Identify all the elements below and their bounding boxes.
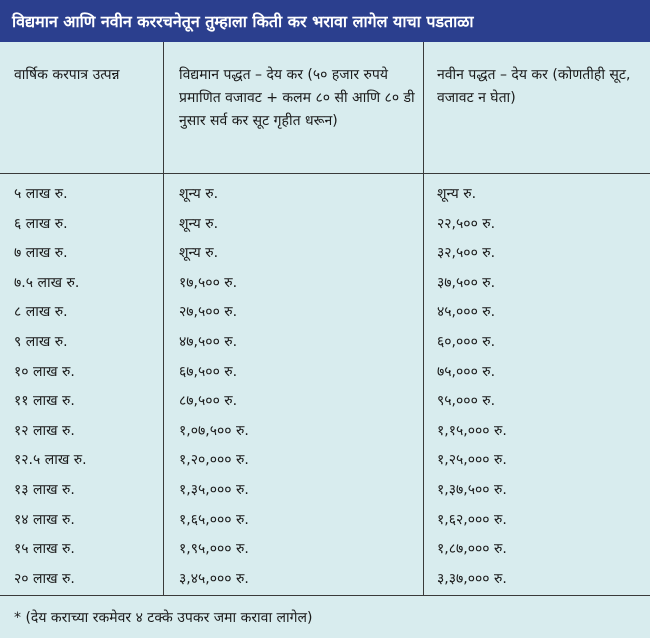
income-cell: १० लाख रु. [14,363,75,380]
table-bottom-divider [0,595,650,596]
table-row [0,506,650,536]
table-body [0,42,650,596]
existing-tax-cell: ३,४५,००० रु. [179,570,249,587]
table-row [0,328,650,358]
existing-tax-cell: शून्य रु. [179,245,219,262]
existing-tax-cell: १,२०,००० रु. [179,452,249,469]
income-cell: ५ लाख रु. [14,186,68,202]
existing-tax-cell: शून्य रु. [179,215,219,232]
new-tax-cell: ९५,००० रु. [437,393,496,410]
income-cell: २० लाख रु. [14,570,75,587]
income-cell: ११ लाख रु. [14,393,75,410]
table-row [0,417,650,447]
income-cell: १२.५ लाख रु. [14,452,87,469]
footnote: * (देय कराच्या रकमेवर ४ टक्के उपकर जमा करावा लागेल) [14,610,313,626]
table-row [0,298,650,328]
new-tax-cell: १,८७,००० रु. [437,541,507,558]
existing-tax-cell: ४७,५०० रु. [179,333,238,350]
existing-tax-cell: २७,५०० रु. [179,304,238,321]
existing-tax-cell: ८७,५०० रु. [179,393,238,410]
income-cell: १४ लाख रु. [14,511,75,528]
income-cell: ९ लाख रु. [14,333,68,350]
table-row [0,358,650,388]
existing-tax-cell: १,६५,००० रु. [179,511,249,528]
column-header-income: वार्षिक करपात्र उत्पन्न [14,67,120,83]
table-row [0,210,650,240]
existing-tax-cell: शून्य रु. [179,186,219,202]
table-row [0,446,650,476]
table-row [0,269,650,299]
table-rows [0,180,650,594]
existing-tax-cell: १,९५,००० रु. [179,541,249,558]
income-cell: ७.५ लाख रु. [14,274,80,291]
new-tax-cell: ६०,००० रु. [437,333,496,350]
income-cell: ८ लाख रु. [14,304,68,321]
table-row [0,565,650,595]
income-cell: १२ लाख रु. [14,422,75,439]
new-tax-cell: ७५,००० रु. [437,363,496,380]
new-tax-cell: १,६२,००० रु. [437,511,507,528]
table-row [0,535,650,565]
column-header-existing-regime: विद्यमान पद्धत – देय कर (५० हजार रुपये प्रमाणित वजावट + कलम ८० सी आणि ८० डी नुसार सर्व कर सूट गृहीत धरून) [179,67,415,129]
new-tax-cell: ३,३७,००० रु. [437,570,507,587]
new-tax-cell: शून्य रु. [437,186,477,202]
income-cell: ६ लाख रु. [14,215,68,232]
new-tax-cell: १,३७,५०० रु. [437,481,507,498]
existing-tax-cell: १,३५,००० रु. [179,481,249,498]
income-cell: १५ लाख रु. [14,541,75,558]
existing-tax-cell: ६७,५०० रु. [179,363,238,380]
existing-tax-cell: १,०७,५०० रु. [179,422,249,439]
new-tax-cell: ४५,००० रु. [437,304,496,321]
new-tax-cell: ३७,५०० रु. [437,274,496,291]
table-row [0,239,650,269]
table-title: विद्यमान आणि नवीन कररचनेतून तुम्हाला किती कर भरावा लागेल याचा पडताळा [0,0,650,42]
new-tax-cell: ३२,५०० रु. [437,245,496,262]
income-cell: ७ लाख रु. [14,245,68,262]
new-tax-cell: १,१५,००० रु. [437,422,507,439]
header-divider [0,173,650,174]
new-tax-cell: २२,५०० रु. [437,215,496,232]
existing-tax-cell: १७,५०० रु. [179,274,238,291]
new-tax-cell: १,२५,००० रु. [437,452,507,469]
table-row [0,180,650,210]
table-row [0,476,650,506]
income-cell: १३ लाख रु. [14,481,75,498]
table-row [0,387,650,417]
column-header-new-regime: नवीन पद्धत – देय कर (कोणतीही सूट, वजावट न घेता) [437,67,631,106]
